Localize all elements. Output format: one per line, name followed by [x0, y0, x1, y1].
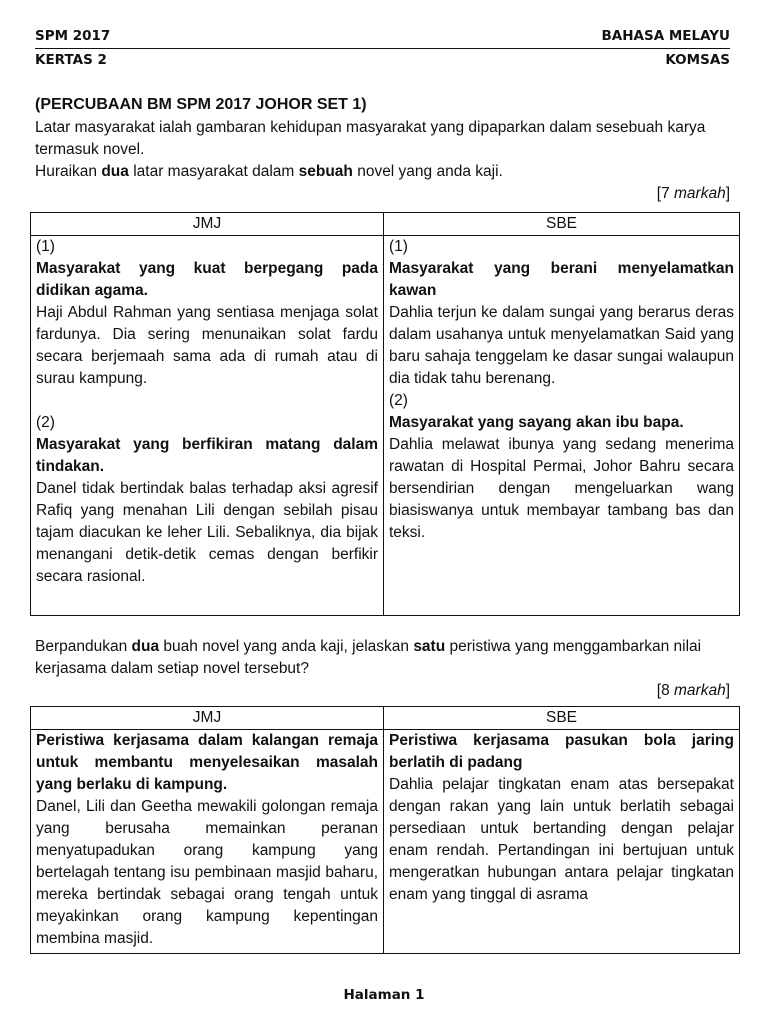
page-number: Halaman 1	[343, 987, 425, 1003]
header-row-top	[35, 28, 730, 48]
table-1-header-sbe: SBE	[384, 213, 740, 236]
event-heading: Peristiwa kerjasama dalam kalangan remaja untuk membantu menyelesaikan masalah yang berlaku di kampung.	[36, 732, 378, 793]
question-1-intro: Latar masyarakat ialah gambaran kehidupan masyarakat yang dipaparkan dalam sesebuah karya termasuk novel.	[35, 119, 706, 158]
table-1-cell-sbe	[384, 236, 740, 616]
question-2-text	[35, 636, 730, 702]
question-1-title: (PERCUBAAN BM SPM 2017 JOHOR SET 1)	[35, 96, 367, 113]
point-text: Dahlia terjun ke dalam sungai yang berarus deras dalam usahanya untuk menyelamatkan Said yang baru sahaja tenggelam ke dasar sungai walaupun dia tidak tahu berenang.	[389, 304, 734, 387]
point-heading: Masyarakat yang sayang akan ibu bapa.	[389, 414, 684, 431]
point-text: Haji Abdul Rahman yang sentiasa menjaga solat fardunya. Dia sering menunaikan solat fardu secara berjemaah sama ada di rumah atau di surau kampung.	[36, 304, 378, 387]
point-heading: Masyarakat yang berani menyelamatkan kawan	[389, 260, 734, 299]
point-number: (2)	[389, 392, 408, 409]
exam-year: SPM 2017	[35, 28, 111, 44]
header-row-bottom	[35, 52, 730, 72]
section-name: KOMSAS	[665, 52, 730, 68]
table-2-header-sbe: SBE	[384, 707, 740, 730]
header-divider	[35, 48, 730, 49]
point-number: (1)	[36, 238, 55, 255]
event-text: Dahlia pelajar tingkatan enam atas bersepakat dengan rakan yang lain untuk berlatih sebagai persediaan untuk bertanding dengan pelajar enam rendah. Pertandingan ini bertujuan untuk mengeratkan hubungan antara pelajar tingkatan enam yang tinggal di asrama	[389, 776, 734, 903]
table-1-header-jmj: JMJ	[31, 213, 384, 236]
table-2-cell-sbe	[384, 730, 740, 954]
question-1-text	[35, 117, 730, 205]
answer-table-2	[30, 706, 740, 954]
table-1-cell-jmj	[31, 236, 384, 616]
point-text: Dahlia melawat ibunya yang sedang menerima rawatan di Hospital Permai, Johor Bahru secara bersendirian dengan mengeluarkan wang biasiswanya untuk membayar tambang bas dan teksi.	[389, 436, 734, 541]
table-2-header-jmj: JMJ	[31, 707, 384, 730]
table-2-cell-jmj	[31, 730, 384, 954]
subject-name: BAHASA MELAYU	[601, 28, 730, 44]
question-1-marks: [7 markah]	[656, 185, 730, 202]
event-text: Danel, Lili dan Geetha mewakili golongan remaja yang berusaha memainkan peranan menyatupadukan orang kampung yang bertelagah tentang isu pembinaan masjid baharu, mereka bertindak sebagai orang tengah untuk meyakinkan orang kampung kepentingan membina masjid.	[36, 798, 378, 947]
point-number: (2)	[36, 414, 55, 431]
point-heading: Masyarakat yang kuat berpegang pada didikan agama.	[36, 260, 378, 299]
point-heading: Masyarakat yang berfikiran matang dalam tindakan.	[36, 436, 378, 475]
point-text: Danel tidak bertindak balas terhadap aksi agresif Rafiq yang menahan Lili dengan sebilah pisau tajam diacukan ke leher Lili. Sebaliknya, dia bijak menangani detik-detik cemas dengan berfikir secara rasional.	[36, 480, 378, 585]
event-heading: Peristiwa kerjasama pasukan bola jaring berlatih di padang	[389, 732, 734, 771]
question-1-prompt: Huraikan dua latar masyarakat dalam sebuah novel yang anda kaji.	[35, 163, 503, 180]
paper-number: KERTAS 2	[35, 52, 107, 68]
question-2-marks: [8 markah]	[656, 682, 730, 699]
point-number: (1)	[389, 238, 408, 255]
question-2-prompt: Berpandukan dua buah novel yang anda kaji, jelaskan satu peristiwa yang menggambarkan nilai kerjasama dalam setiap novel tersebut?	[35, 638, 702, 677]
answer-table-1	[30, 212, 740, 616]
